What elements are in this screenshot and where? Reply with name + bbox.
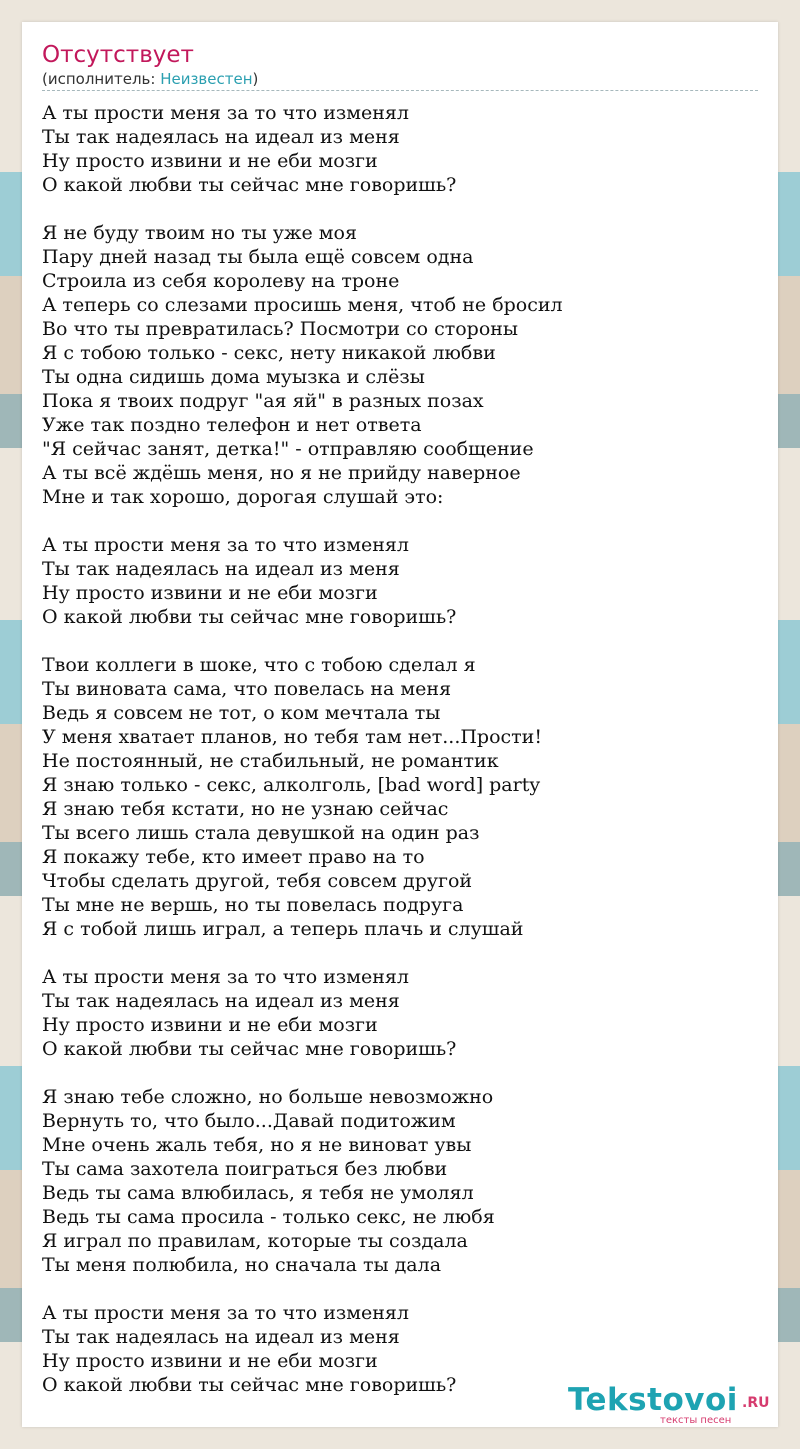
lyrics-line: Ты так надеялась на идеал из меня: [42, 990, 400, 1012]
lyrics-line: Ты одна сидишь дома муызка и слёзы: [42, 366, 425, 388]
lyrics-line: Твои коллеги в шоке, что с тобою сделал я: [42, 654, 476, 676]
artist-suffix: ): [252, 70, 259, 88]
artist-prefix: (исполнитель:: [42, 70, 161, 88]
logo-domain-suffix: .RU: [742, 1395, 770, 1411]
artist-line: [42, 69, 258, 89]
lyrics-line: Ну просто извини и не еби мозги: [42, 582, 378, 604]
lyrics-blank-line: [42, 197, 758, 221]
lyrics-line: Ты так надеялась на идеал из меня: [42, 1326, 400, 1348]
lyrics-line: Я знаю тебе сложно, но больше невозможно: [42, 1086, 494, 1108]
lyrics-line: Мне и так хорошо, дорогая слушай это:: [42, 486, 444, 508]
lyrics-line: Ты мне не вершь, но ты повелась подруга: [42, 894, 464, 916]
lyrics-line: А теперь со слезами просишь меня, чтоб не бросил: [42, 294, 563, 316]
lyrics-line: Ведь ты сама просила - только секс, не любя: [42, 1206, 495, 1228]
lyrics-line: О какой любви ты сейчас мне говоришь?: [42, 1374, 457, 1396]
lyrics-line: Уже так поздно телефон и нет ответа: [42, 414, 422, 436]
lyrics-line: Ты сама захотела поиграться без любви: [42, 1158, 448, 1180]
lyrics-line: Я знаю только - секс, алколголь, [bad word] party: [42, 774, 541, 796]
lyrics-line: Чтобы сделать другой, тебя совсем другой: [42, 870, 473, 892]
lyrics-line: А ты прости меня за то что изменял: [42, 102, 409, 124]
lyrics-line: Ты всего лишь стала девушкой на один раз: [42, 822, 480, 844]
lyrics-line: Мне очень жаль тебя, но я не виноват увы: [42, 1134, 472, 1156]
song-title: Отсутствует: [42, 42, 194, 68]
lyrics-blank-line: [42, 1277, 758, 1301]
lyrics-blank-line: [42, 1061, 758, 1085]
lyrics-line: Я покажу тебе, кто имеет право на то: [42, 846, 425, 868]
lyrics-line: Ты меня полюбила, но сначала ты дала: [42, 1254, 442, 1276]
lyrics-line: Пару дней назад ты была ещё совсем одна: [42, 246, 474, 268]
lyrics-line: Ты так надеялась на идеал из меня: [42, 558, 400, 580]
lyrics-line: А ты прости меня за то что изменял: [42, 534, 409, 556]
lyrics-line: У меня хватает планов, но тебя там нет...Прости!: [42, 726, 542, 748]
lyrics-line: "Я сейчас занят, детка!" - отправляю сообщение: [42, 438, 534, 460]
site-logo[interactable]: [568, 1382, 778, 1430]
lyrics-line: А ты прости меня за то что изменял: [42, 1302, 409, 1324]
lyrics-line: Я знаю тебя кстати, но не узнаю сейчас: [42, 798, 449, 820]
lyrics-text: [42, 101, 758, 1397]
lyrics-line: Я играл по правилам, которые ты создала: [42, 1230, 468, 1252]
lyrics-line: Ну просто извини и не еби мозги: [42, 1350, 378, 1372]
lyrics-line: Ведь ты сама влюбилась, я тебя не умолял: [42, 1182, 474, 1204]
lyrics-line: Ну просто извини и не еби мозги: [42, 150, 378, 172]
lyrics-card: [22, 22, 778, 1427]
lyrics-line: Я с тобой лишь играл, а теперь плачь и слушай: [42, 918, 524, 940]
lyrics-blank-line: [42, 629, 758, 653]
lyrics-line: Вернуть то, что было...Давай подитожим: [42, 1110, 456, 1132]
lyrics-line: Я не буду твоим но ты уже моя: [42, 222, 357, 244]
lyrics-line: О какой любви ты сейчас мне говоришь?: [42, 606, 457, 628]
logo-tagline: тексты песен: [660, 1415, 732, 1426]
lyrics-line: Пока я твоих подруг "ая яй" в разных позах: [42, 390, 484, 412]
lyrics-blank-line: [42, 509, 758, 533]
lyrics-line: Не постоянный, не стабильный, не романтик: [42, 750, 499, 772]
lyrics-line: А ты всё ждёшь меня, но я не прийду наверное: [42, 462, 521, 484]
lyrics-line: Ты виновата сама, что повелась на меня: [42, 678, 452, 700]
lyrics-line: Я с тобою только - секс, нету никакой любви: [42, 342, 496, 364]
lyrics-line: О какой любви ты сейчас мне говоришь?: [42, 1038, 457, 1060]
lyrics-line: А ты прости меня за то что изменял: [42, 966, 409, 988]
lyrics-line: Ты так надеялась на идеал из меня: [42, 126, 400, 148]
lyrics-line: Ну просто извини и не еби мозги: [42, 1014, 378, 1036]
lyrics-line: Во что ты превратилась? Посмотри со стороны: [42, 318, 519, 340]
lyrics-line: О какой любви ты сейчас мне говоришь?: [42, 174, 457, 196]
lyrics-line: Ведь я совсем не тот, о ком мечтала ты: [42, 702, 441, 724]
lyrics-blank-line: [42, 941, 758, 965]
title-divider: [42, 90, 758, 91]
lyrics-line: Строила из себя королеву на троне: [42, 270, 400, 292]
logo-wordmark: Tekstovoi: [568, 1382, 738, 1418]
artist-link[interactable]: Неизвестен: [160, 70, 253, 88]
